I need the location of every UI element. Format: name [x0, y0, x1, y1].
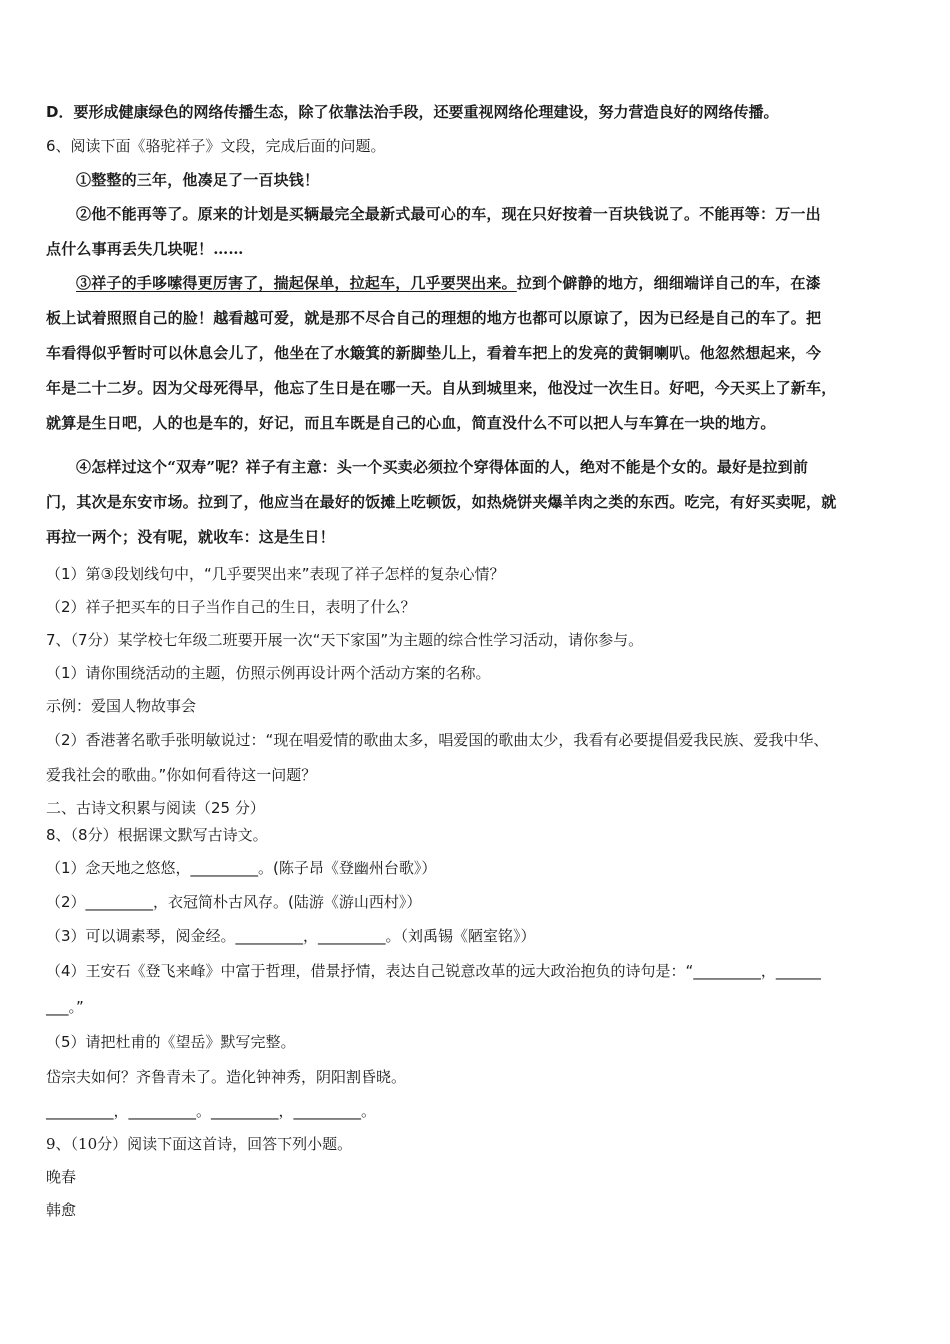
passage-paragraph-3-line-5: 就算是生日吧，人的也是车的，好记，而且车既是自己的心血，简直没什么不可以把人与车算在一块的地方。 [46, 414, 776, 432]
question-8-5: （5）请把杜甫的《望岳》默写完整。 [46, 1033, 296, 1051]
paragraph-3-rest: 拉到个僻静的地方，细细端详自己的车，在漆 [516, 274, 821, 292]
passage-paragraph-1: ①整整的三年，他凑足了一百块钱！ [76, 171, 320, 189]
question-8-3: （3）可以调素琴，阅金经。_________，_________。（刘禹锡《陋室铭》） [46, 927, 536, 945]
question-7-title: 7、（7分）某学校七年级二班要开展一次“天下家国”为主题的综合性学习活动，请你参与。 [46, 631, 644, 649]
passage-paragraph-3-line-2: 板上试着照照自己的脸！越看越可爱，就是那不尽合自己的理想的地方也都可以原谅了，因为已经是自己的车了。把 [46, 309, 822, 327]
question-8-1: （1）念天地之悠悠，_________。(陈子昂《登幽州台歌》） [46, 859, 437, 877]
question-8-5-poem: 岱宗夫如何？齐鲁青未了。造化钟神秀，阴阳割昏晓。 [46, 1068, 407, 1086]
question-8-4-line-1: （4）王安石《登飞来峰》中富于哲理，借景抒情，表达自己锐意改革的远大政治抱负的诗句是：“_________，______ [46, 962, 821, 980]
question-6-1: （1）第③段划线句中，“几乎要哭出来”表现了祥子怎样的复杂心情？ [46, 565, 505, 583]
passage-paragraph-4-line-1: ④怎样过这个“双寿”呢？祥子有主意：头一个买卖必须拉个穿得体面的人，绝对不能是个女的。最好是拉到前 [76, 458, 809, 476]
question-7-2-line-2: 爱我社会的歌曲。”你如何看待这一问题？ [46, 766, 317, 784]
passage-paragraph-3-line-3: 车看得似乎暂时可以休息会儿了，他坐在了水簸箕的新脚垫儿上，看着车把上的发亮的黄铜喇叭。他忽然想起来，今 [46, 344, 822, 362]
question-7-example: 示例：爱国人物故事会 [46, 697, 197, 715]
option-d: D．要形成健康绿色的网络传播生态，除了依靠法治手段，还要重视网络伦理建设，努力营造良好的网络传播。 [46, 103, 779, 121]
passage-paragraph-2-line-1: ②他不能再等了。原来的计划是买辆最完全最新式最可心的车，现在只好按着一百块钱说了。不能再等：万一出 [76, 205, 821, 223]
passage-paragraph-3-line-4: 年是二十二岁。因为父母死得早，他忘了生日是在哪一天。自从到城里来，他没过一次生日。好吧，今天买上了新车， [46, 379, 837, 397]
poem-author: 韩愈 [46, 1201, 77, 1219]
question-7-1: （1）请你围绕活动的主题，仿照示例再设计两个活动方案的名称。 [46, 664, 491, 682]
passage-paragraph-3-line-1 [76, 272, 916, 294]
question-8-4-line-2: ___。” [46, 998, 84, 1016]
question-7-2-line-1: （2）香港著名歌手张明敏说过：“现在唱爱情的歌曲太多，唱爱国的歌曲太少，我看有必要提倡爱我民族、爱我中华、 [46, 731, 829, 749]
passage-paragraph-4-line-2: 门，其次是东安市场。拉到了，他应当在最好的饭摊上吃顿饭，如热烧饼夹爆羊肉之类的东西。吃完，有好买卖呢，就 [46, 493, 837, 511]
underlined-sentence: ③祥子的手哆嗦得更厉害了，揣起保单，拉起车，几乎要哭出来。 [76, 274, 517, 292]
question-6-2: （2）祥子把买车的日子当作自己的生日，表明了什么？ [46, 598, 416, 616]
poem-title: 晚春 [46, 1168, 77, 1186]
passage-paragraph-2-line-2: 点什么事再丢失几块呢！…… [46, 240, 244, 258]
question-6-title: 6、阅读下面《骆驼祥子》文段，完成后面的问题。 [46, 137, 386, 155]
question-8-2: （2）_________，衣冠简朴古风存。(陆游《游山西村》） [46, 893, 422, 911]
question-9-title: 9、（10分）阅读下面这首诗，回答下列小题。 [46, 1135, 353, 1153]
question-8-title: 8、（8分）根据课文默写古诗文。 [46, 826, 268, 844]
question-8-5-blanks: _________，_________。_________，_________。 [46, 1102, 377, 1120]
passage-paragraph-4-line-3: 再拉一两个；没有呢，就收车：这是生日！ [46, 528, 335, 546]
section-2-heading: 二、古诗文积累与阅读（25 分） [46, 799, 265, 817]
